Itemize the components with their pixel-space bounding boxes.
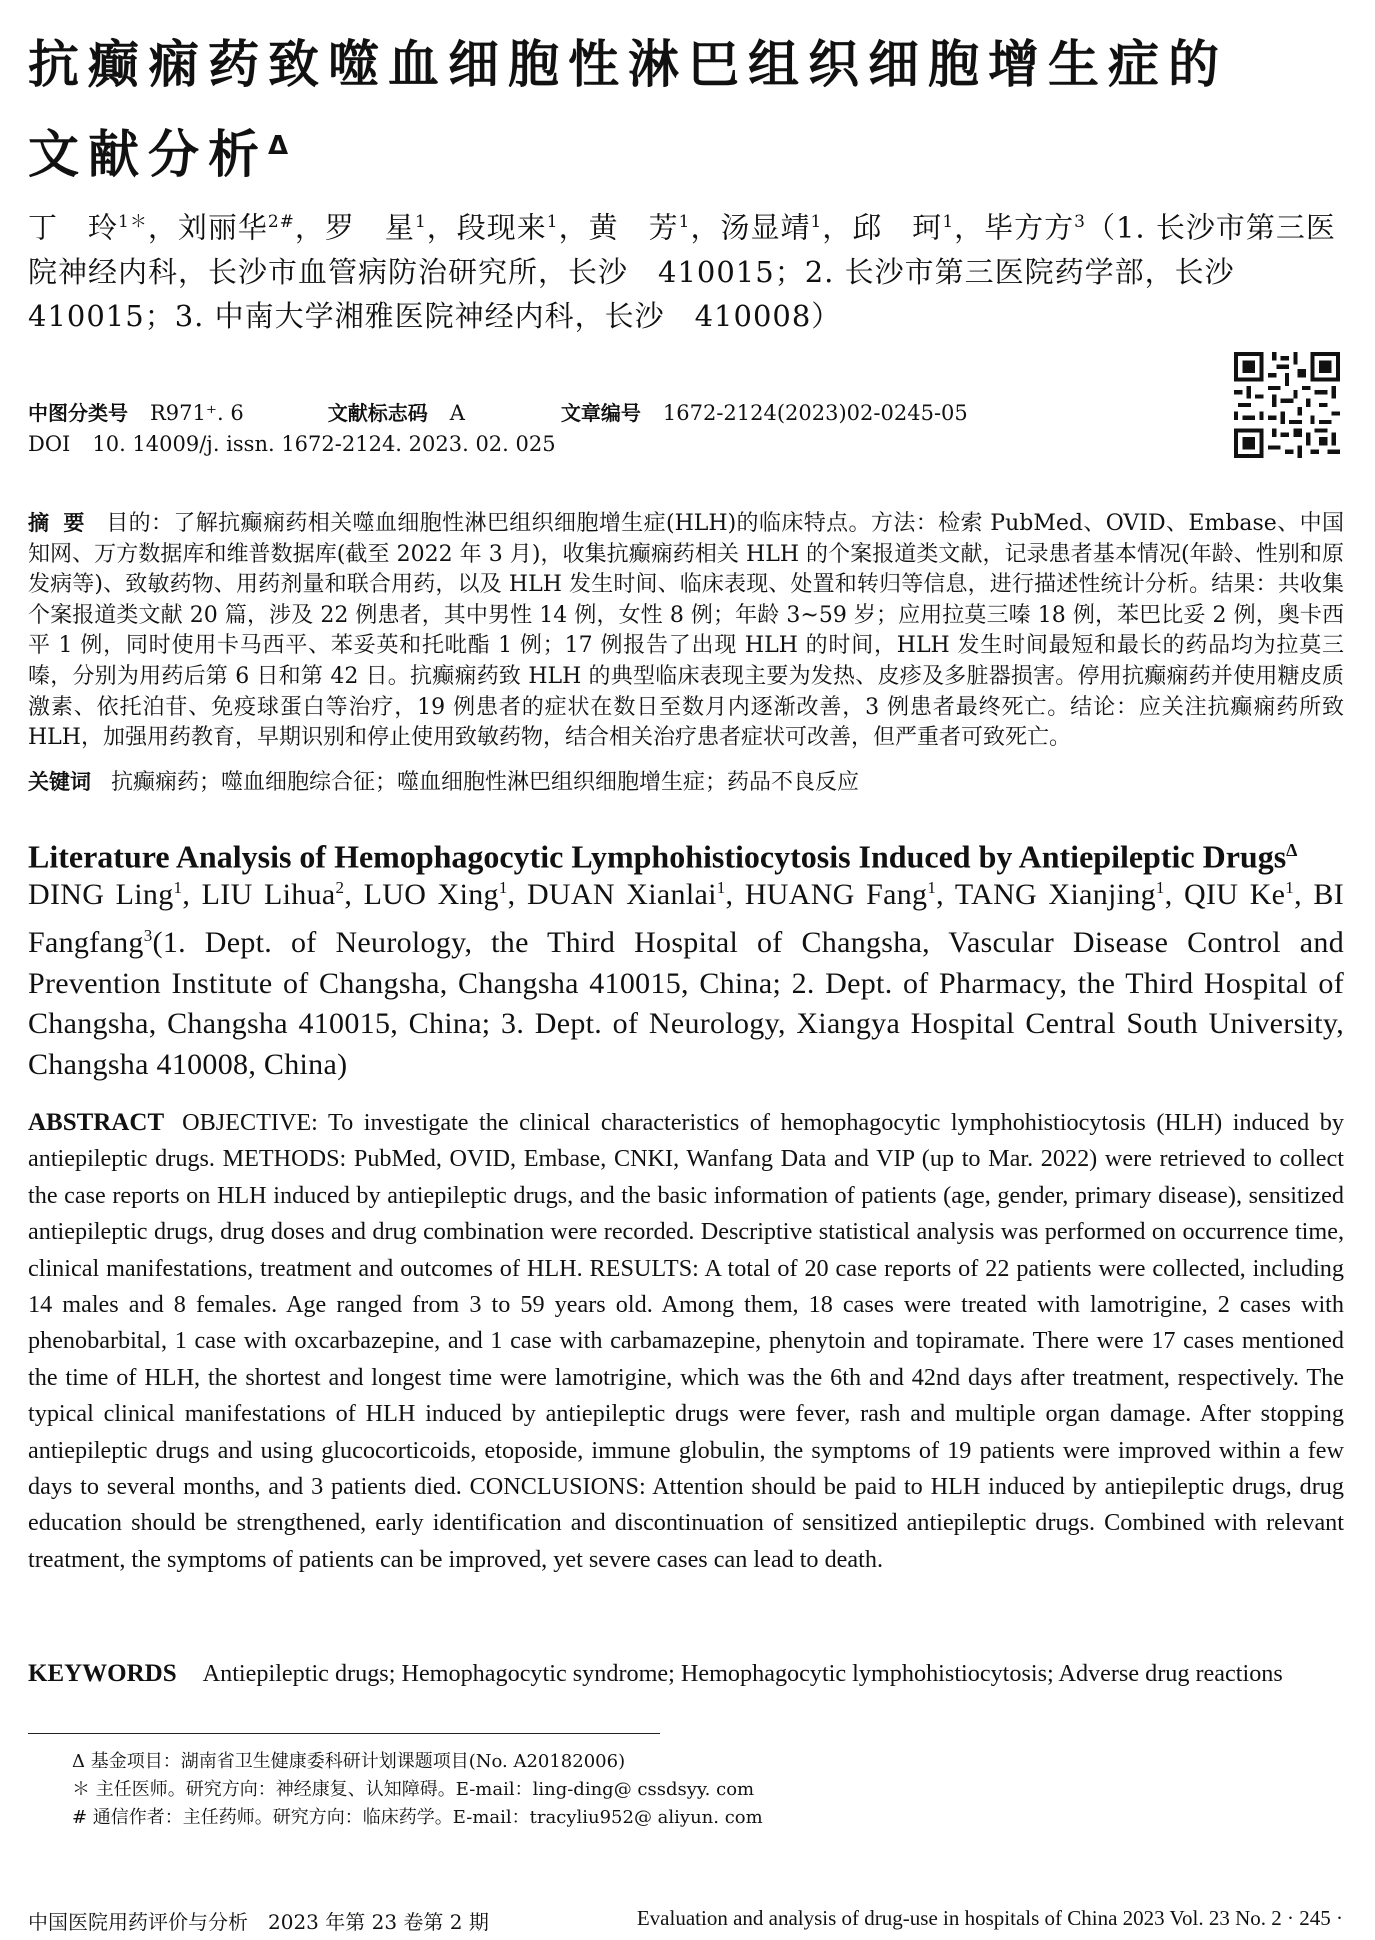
- clc-value: R971⁺. 6: [150, 401, 244, 425]
- keywords-en-label: KEYWORDS: [28, 1660, 177, 1687]
- keywords-cn: [28, 767, 1344, 798]
- footnote-corresponding-author: # 通信作者：主任药师。研究方向：临床药学。E-mail：tracyliu952@ aliyun. com: [72, 1807, 763, 1828]
- author-cn-sup: 1＊: [118, 212, 148, 232]
- author-en: , HUANG Fang: [725, 878, 928, 911]
- abstract-en-text: OBJECTIVE: To investigate the clinical characteristics of hemophagocytic lymphohistiocytosis (HLH) induced by antiepileptic drugs. METHODS: PubMed, OVID, Embase, CNKI, Wanfang Data and VIP (up to Mar. 2022) were retrieved to collect the case reports on HLH induced by antiepileptic drugs, and the basic information of patients (age, gender, primary disease), sensitized antiepileptic drugs, drug doses and drug combination were recorded. Descriptive statistical analysis was performed on occurrence time, clinical manifestations, treatment and outcomes of HLH. RESULTS: A total of 20 case reports of 22 patients were collected, including 14 males and 8 females. Age ranged from 3 to 59 years old. Among them, 18 cases were treated with lamotrigine, 2 cases with phenobarbital, 1 case with oxcarbazepine, and 1 case with carbamazepine, phenytoin and topiramate. There were 17 cases mentioned the time of HLH, the shortest and longest time were lamotrigine, which was the 6th and 42nd days after treatment, respectively. The typical clinical manifestations of HLH induced by antiepileptic drugs were fever, rash and multiple organ damage. After stopping antiepileptic drugs and using glucocorticoids, etoposide, immune globulin, the symptoms of 19 patients were improved within a few days to several months, and 3 patients died. CONCLUSIONS: Attention should be paid to HLH induced by antiepileptic drugs, drug education should be strengthened, early identification and discontinuation of sensitized antiepileptic drugs. Combined with relevant treatment, the symptoms of patients can be improved, yet severe cases can lead to death.: [28, 1109, 1344, 1573]
- keywords-cn-text: 抗癫痫药；噬血细胞综合征；噬血细胞性淋巴组织细胞增生症；药品不良反应: [111, 770, 860, 795]
- abstract-cn: [28, 508, 1344, 754]
- footnote-divider: [28, 1733, 660, 1734]
- author-en: , LIU Lihua: [182, 878, 336, 911]
- article-meta: [28, 397, 1208, 426]
- abstract-en: [28, 1105, 1344, 1578]
- title-cn-fund-mark: Δ: [268, 131, 289, 161]
- author-cn-sup: 2#: [267, 212, 295, 232]
- footnote-fund: Δ 基金项目：湖南省卫生健康委科研计划课题项目(No. A20182006): [72, 1751, 626, 1772]
- author-en-sup: 3: [143, 925, 153, 945]
- affiliations-en: (1. Dept. of Neurology, the Third Hospital of Changsha, Vascular Disease Control and Prevention Institute of Changsha, Changsha 410015, China; 2. Dept. of Pharmacy, the Third Hospital of Changsha, Changsha 410015, China; 3. Dept. of Neurology, Xiangya Hospital Central South University, Changsha 410008, China): [28, 925, 1344, 1082]
- author-cn-sup: 1: [546, 212, 559, 232]
- author-cn: ，段现来: [426, 210, 547, 245]
- keywords-en: [28, 1656, 1344, 1692]
- affiliations-cn: （1. 长沙市第三医院神经内科，长沙市血管病防治研究所，长沙 410015；2. 长沙市第三医院药学部，长沙 410015；3. 中南大学湘雅医院神经内科，长沙 410008）: [28, 210, 1336, 333]
- author-en: , BI Fangfang: [28, 878, 1344, 959]
- doi-label: DOI: [28, 432, 71, 456]
- author-en-sup: 1: [173, 878, 183, 897]
- author-en: , QIU Ke: [1164, 878, 1286, 911]
- keywords-cn-label: 关键词: [28, 770, 91, 794]
- author-en-sup: 2: [335, 878, 345, 897]
- author-cn-sup: 1: [678, 212, 691, 232]
- author-cn: ，汤显靖: [690, 210, 811, 245]
- article-no-value: 1672-2124(2023)02-0245-05: [662, 401, 968, 425]
- author-en-sup: 1: [498, 878, 508, 897]
- article-no-label: 文章编号: [560, 401, 641, 425]
- abstract-cn-label: 摘要: [28, 511, 99, 535]
- doc-code-value: A: [449, 401, 465, 425]
- author-cn-sup: 1: [810, 212, 823, 232]
- footer-journal-cn: 中国医院用药评价与分析 2023 年第 23 卷第 2 期: [28, 1910, 489, 1934]
- authors-and-affiliations-en: [28, 868, 1344, 1086]
- article-title-cn: [28, 26, 1350, 196]
- author-en-sup: 1: [1285, 878, 1295, 897]
- authors-and-affiliations-cn: [28, 200, 1346, 338]
- author-cn: ，罗 星: [294, 210, 415, 245]
- clc-label: 中图分类号: [28, 401, 128, 425]
- author-cn: ，刘丽华: [147, 210, 268, 245]
- author-en-sup: 1: [1155, 878, 1165, 897]
- doi-row: [28, 432, 556, 456]
- footer-journal-en: Evaluation and analysis of drug-use in hospitals of China 2023 Vol. 23 No. 2 · 245 ·: [636, 1906, 1343, 1930]
- author-en: , DUAN Xianlai: [507, 878, 717, 911]
- author-en-sup: 1: [927, 878, 937, 897]
- title-en-fund-mark: Δ: [1286, 840, 1298, 860]
- author-en-sup: 1: [716, 878, 726, 897]
- author-cn-sup: 1: [414, 212, 427, 232]
- keywords-en-text: Antiepileptic drugs; Hemophagocytic syndrome; Hemophagocytic lymphohistiocytosis; Adverse drug reactions: [202, 1660, 1283, 1687]
- doi-value: 10. 14009/j. issn. 1672-2124. 2023. 02. 025: [92, 432, 556, 456]
- author-en: , LUO Xing: [344, 878, 499, 911]
- title-en-text: Literature Analysis of Hemophagocytic Lymphohistiocytosis Induced by Antiepileptic Drugs: [28, 838, 1287, 875]
- abstract-en-label: ABSTRACT: [28, 1109, 165, 1136]
- abstract-cn-text: 目的：了解抗癫痫药相关噬血细胞性淋巴组织细胞增生症(HLH)的临床特点。方法：检索 PubMed、OVID、Embase、中国知网、万方数据库和维普数据库(截至 2022 年 3 月)，收集抗癫痫药相关 HLH 的个案报道类文献，记录患者基本情况(年龄、性别和原发病等)、致敏药物、用药剂量和联合用药，以及 HLH 发生时间、临床表现、处置和转归等信息，进行描述性统计分析。结果：共收集个案报道类文献 20 篇，涉及 22 例患者，其中男性 14 例，女性 8 例；年龄 3~59 岁；应用拉莫三嗪 18 例，苯巴比妥 2 例，奥卡西平 1 例，同时使用卡马西平、苯妥英和托吡酯 1 例；17 例报告了出现 HLH 的时间，HLH 发生时间最短和最长的药品均为拉莫三嗪，分别为用药后第 6 日和第 42 日。抗癫痫药致 HLH 的典型临床表现主要为发热、皮疹及多脏器损害。停用抗癫痫药并使用糖皮质激素、依托泊苷、免疫球蛋白等治疗，19 例患者的症状在数日至数月内逐渐改善，3 例患者最终死亡。结论：应关注抗癫痫药所致 HLH，加强用药教育，早期识别和停止使用致敏药物，结合相关治疗患者症状可改善，但严重者可致死亡。: [28, 511, 1345, 751]
- footnotes: [72, 1748, 1172, 1832]
- title-cn-line1: 抗癫痫药致噬血细胞性淋巴组织细胞增生症的: [28, 36, 1229, 95]
- footnote-first-author: ＊ 主任医师。研究方向：神经康复、认知障碍。E-mail：ling-ding@ cssdsyy. com: [72, 1779, 755, 1800]
- author-cn-sup: 1: [942, 212, 955, 232]
- qr-code-icon[interactable]: [1234, 352, 1340, 458]
- author-cn: ，黄 芳: [558, 210, 679, 245]
- author-cn-sup: 3: [1074, 212, 1086, 232]
- author-cn: ，毕方方: [954, 210, 1075, 245]
- author-en: , TANG Xianjing: [936, 878, 1156, 911]
- title-cn-line2: 文献分析: [28, 126, 269, 185]
- author-en: DING Ling: [28, 878, 174, 911]
- author-cn: ，邱 珂: [822, 210, 943, 245]
- author-cn: 丁 玲: [28, 210, 119, 245]
- doc-code-label: 文献标志码: [327, 401, 428, 425]
